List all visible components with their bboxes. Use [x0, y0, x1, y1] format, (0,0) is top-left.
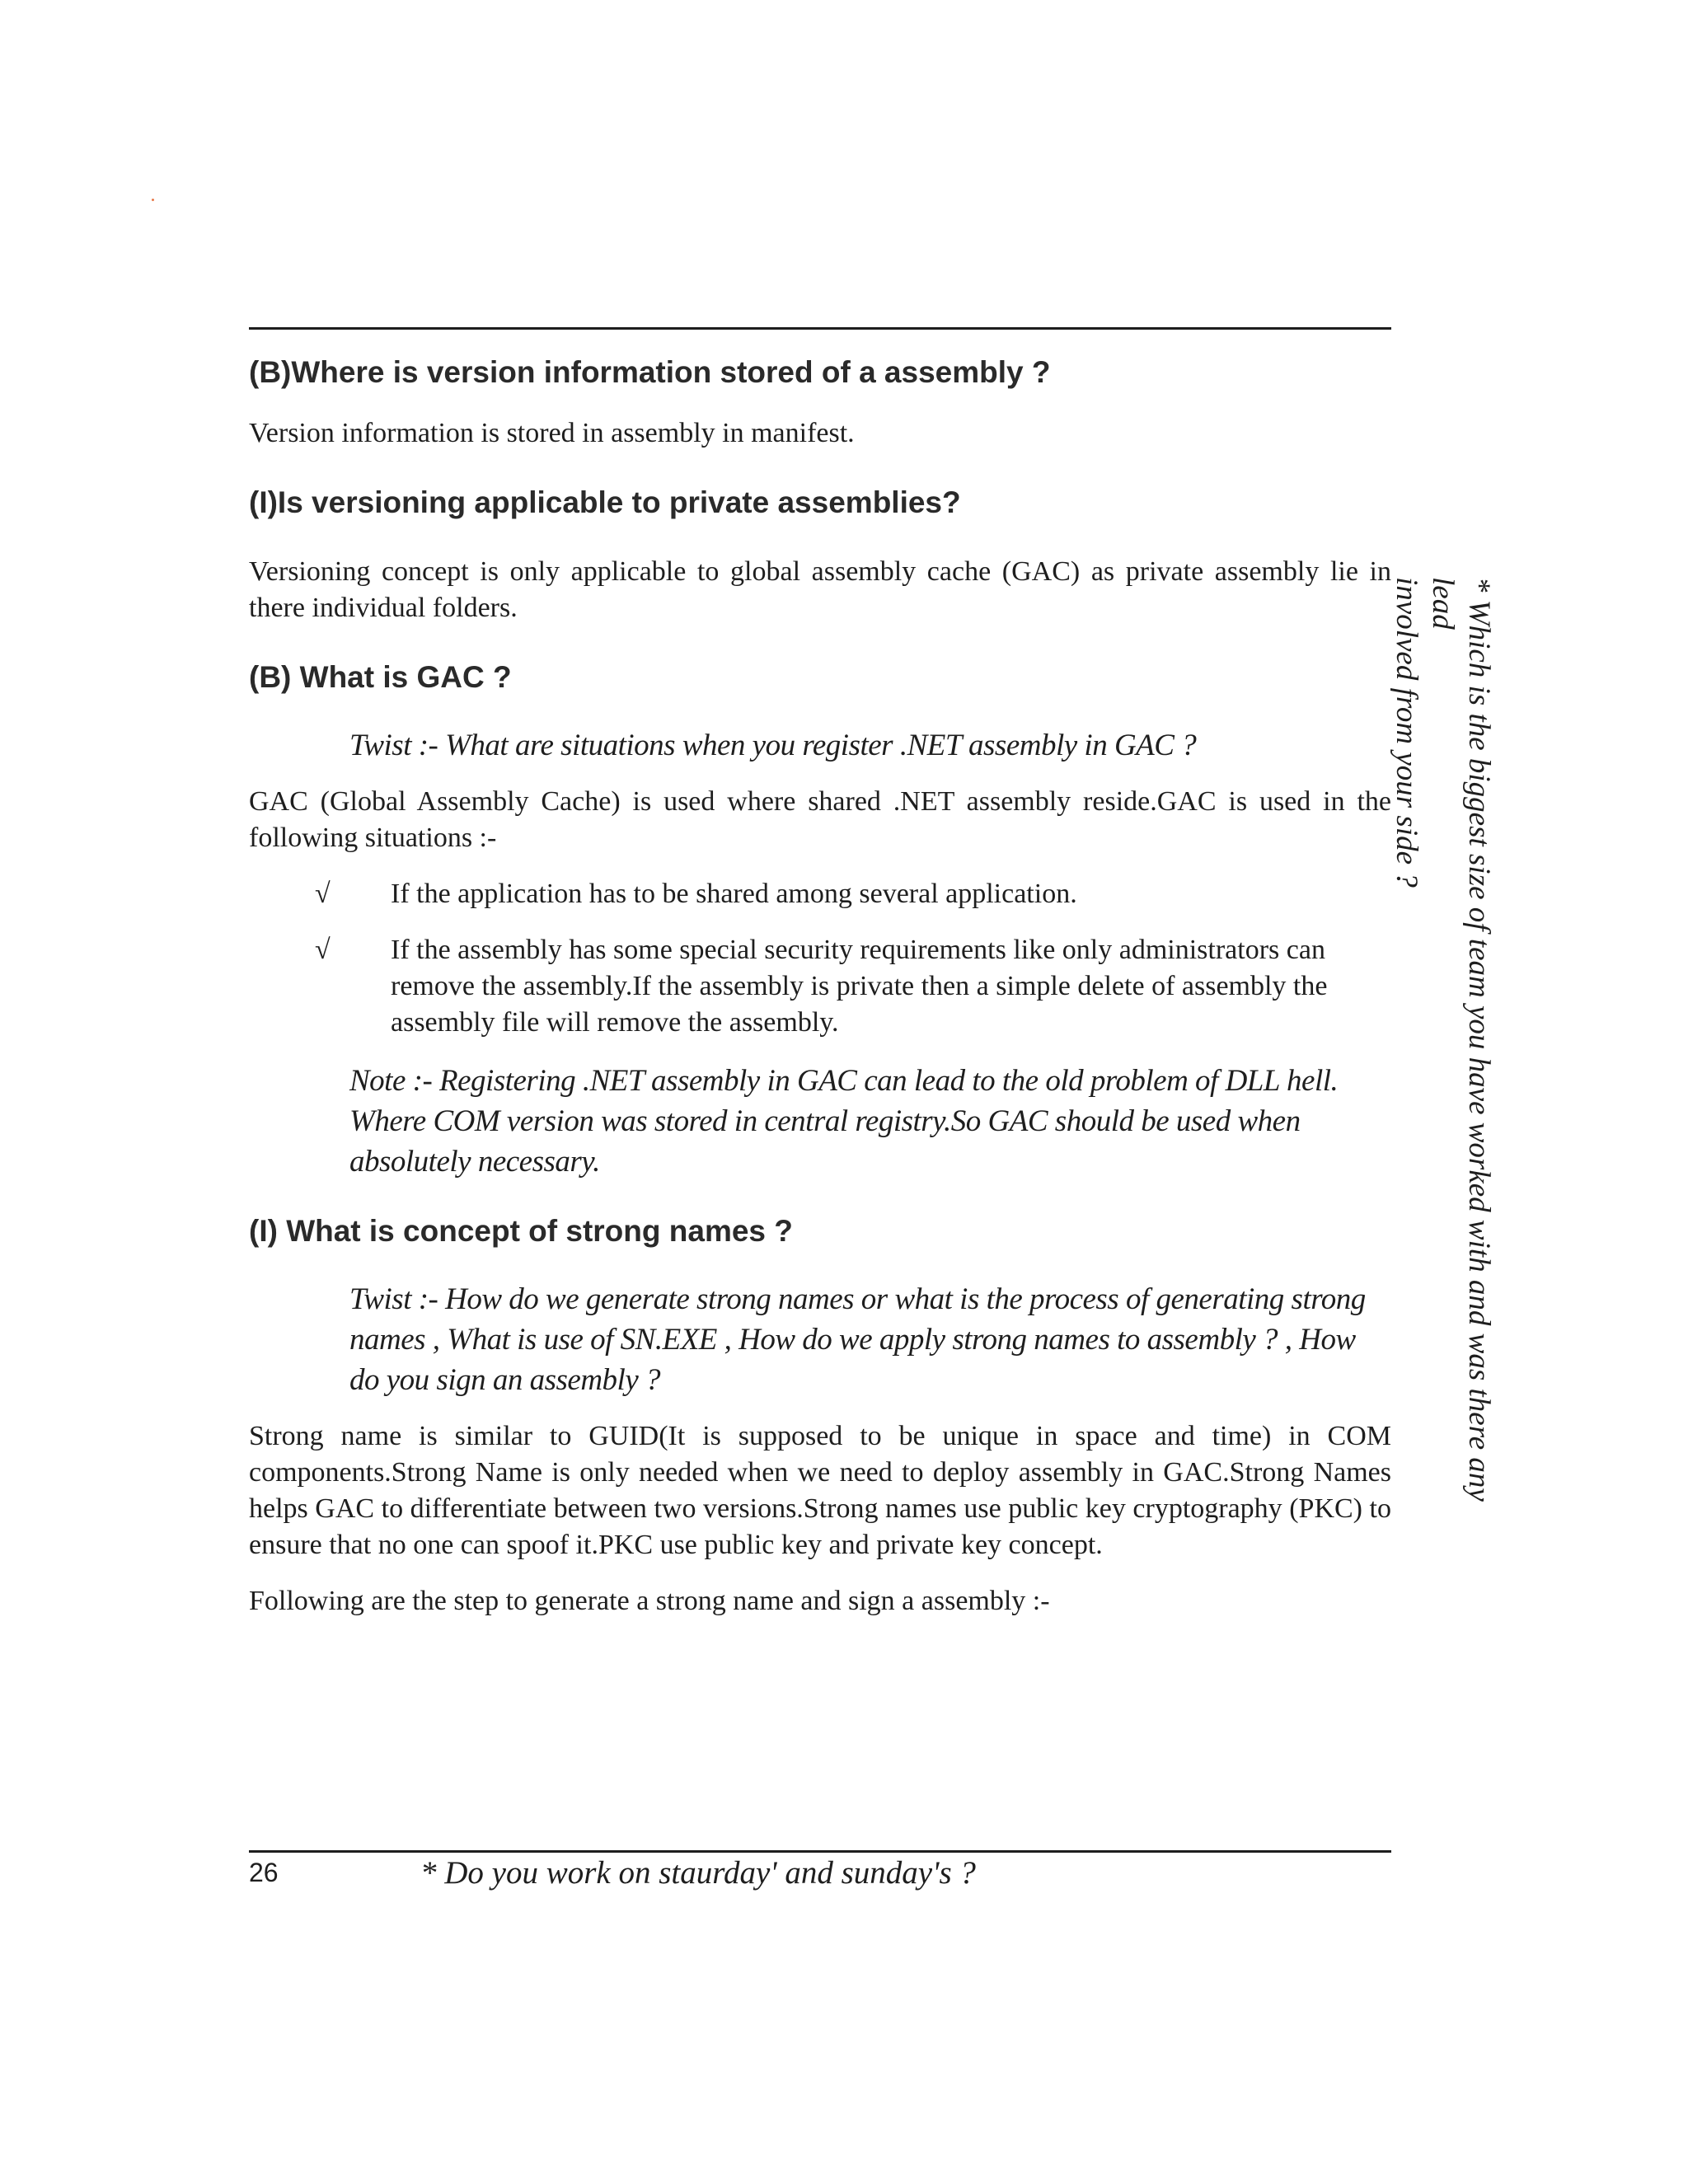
checkmark-icon: √ — [315, 935, 331, 965]
paragraph-version-info: Version information is stored in assembly in manifest. — [249, 418, 855, 448]
bullet-text: If the assembly has some special security requirements like only administrators can remove the assembly.If the assembly is private then a simple delete of assembly the assembly file will remove the assembly. — [391, 935, 1328, 1038]
paragraph-strong-names: Strong name is similar to GUID(It is supposed to be unique in space and time) in COM components.Strong Name is only needed when we need to deploy assembly in GAC.Strong Names helps GAC to differentiate between two versions.Strong names use public key cryptography (PKC) to ensure that no one can spoof it.PKC use public key and private key concept. — [249, 1421, 1391, 1560]
heading-private-versioning: (I)Is versioning applicable to private assemblies? — [249, 485, 961, 519]
side-question-line2: involved from your side ? — [1390, 577, 1423, 888]
main-content — [249, 354, 1391, 1619]
side-question — [1388, 577, 1497, 1516]
bullet-text: If the application has to be shared among several application. — [391, 879, 1077, 909]
paragraph-steps-intro: Following are the step to generate a strong name and sign a assembly :- — [249, 1586, 1050, 1616]
list-item — [249, 876, 1339, 912]
side-question-line1: * Which is the biggest size of team you have worked with and was there any lead — [1426, 577, 1496, 1502]
paragraph-private-versioning: Versioning concept is only applicable to global assembly cache (GAC) as private assembly lie in there individual folders. — [249, 556, 1391, 623]
heading-what-is-gac: (B) What is GAC ? — [249, 660, 512, 694]
paragraph-gac: GAC (Global Assembly Cache) is used where shared .NET assembly reside.GAC is used in the following situations :- — [249, 786, 1391, 853]
heading-version-info: (B)Where is version information stored of a assembly ? — [249, 355, 1051, 389]
page-number: 26 — [249, 1858, 279, 1887]
ink-speck — [152, 199, 154, 201]
twist-gac: Twist :- What are situations when you register .NET assembly in GAC ? — [349, 729, 1197, 762]
heading-strong-names: (I) What is concept of strong names ? — [249, 1214, 793, 1248]
checkmark-icon: √ — [315, 879, 331, 909]
header-rule — [249, 327, 1391, 330]
note-gac: Note :- Registering .NET assembly in GAC can lead to the old problem of DLL hell. Where COM version was stored in central registry.So GAC should be used when absolutely necessary. — [349, 1064, 1339, 1179]
footer-rule — [249, 1850, 1391, 1853]
footer-question: * Do you work on staurday' and sunday's ? — [420, 1855, 976, 1891]
twist-strong-names: Twist :- How do we generate strong names or what is the process of generating strong names , What is use of SN.EXE , How do we apply strong names to assembly ? , How do you sign an assembly ? — [349, 1282, 1366, 1397]
list-item — [249, 932, 1339, 1041]
